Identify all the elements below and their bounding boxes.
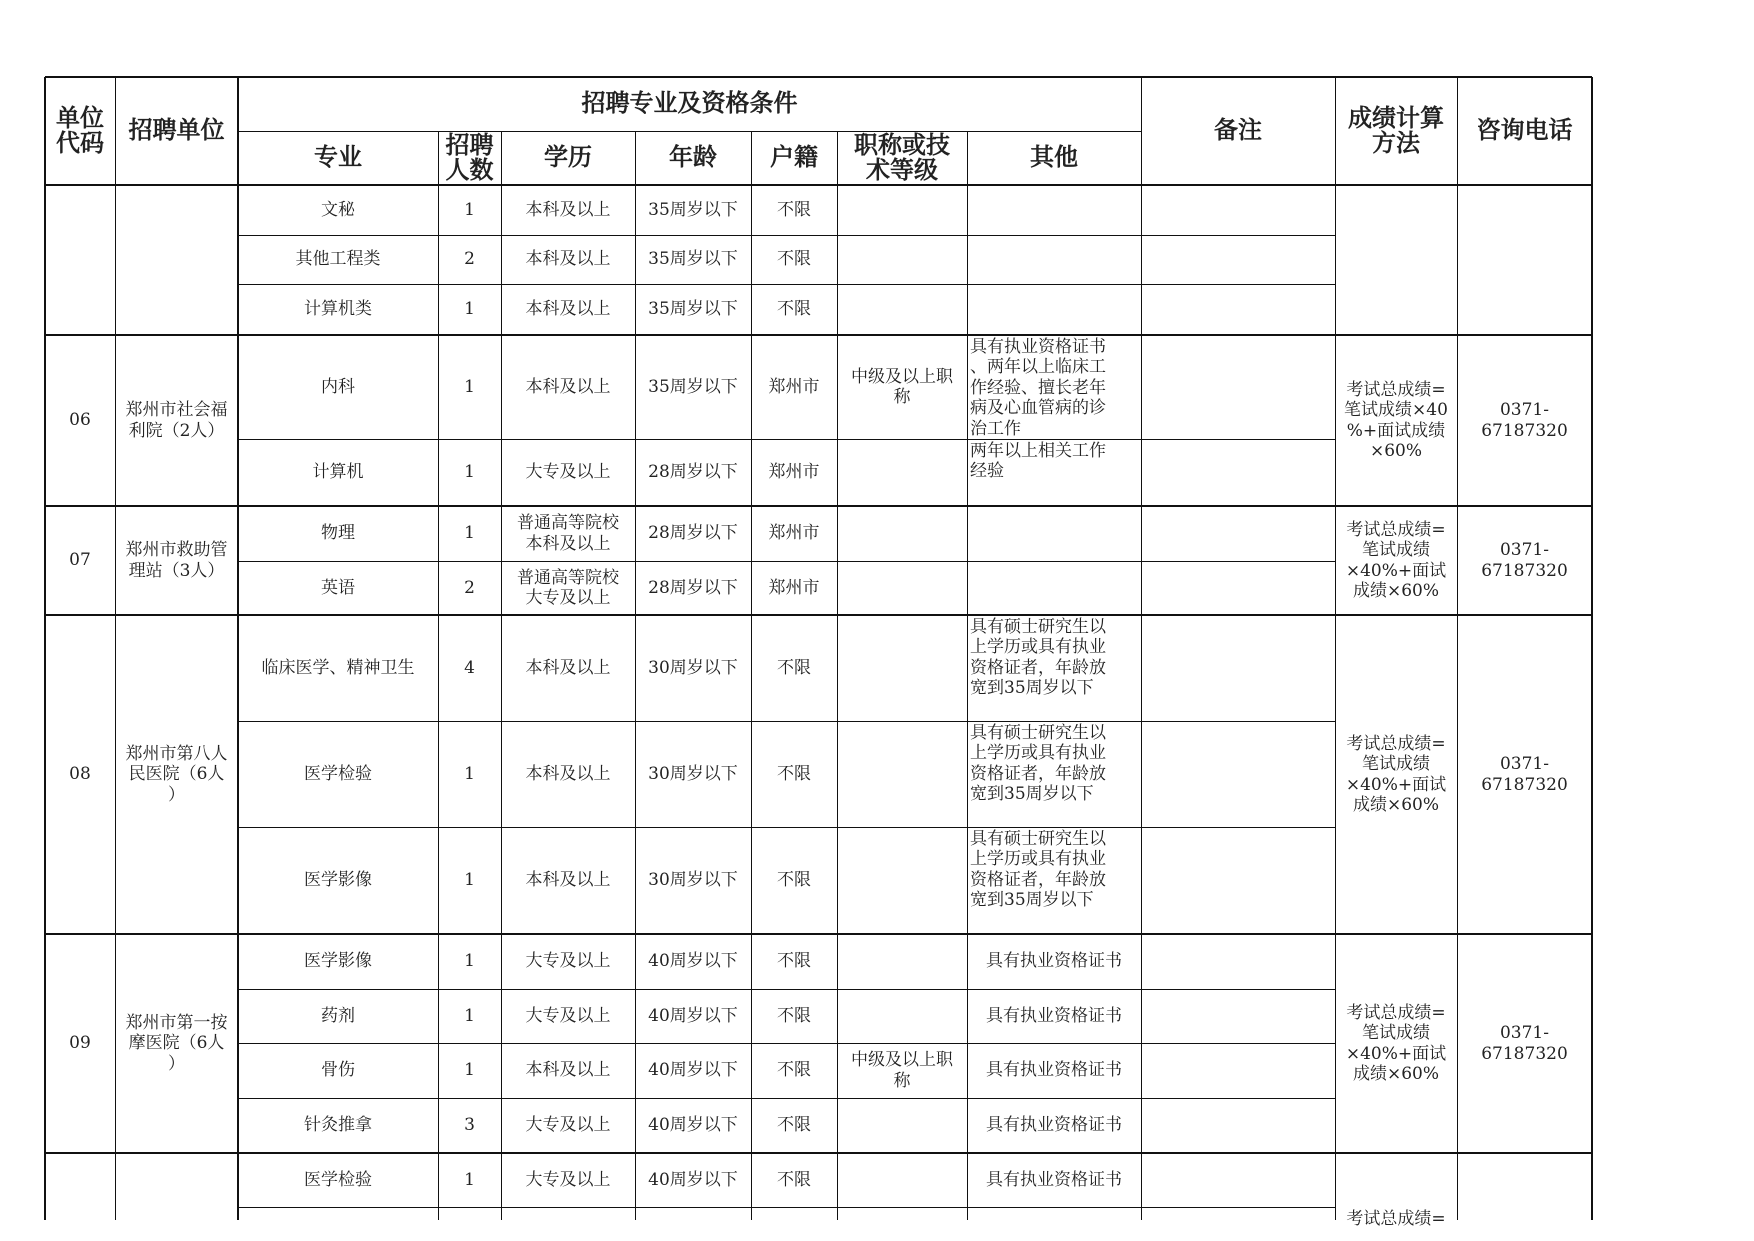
score-method-cell: 考试总成绩= — [1346, 1209, 1446, 1229]
phone-cell: 0371-67187320 — [1481, 540, 1568, 581]
other-cell — [967, 506, 1141, 561]
age-cell: 30周岁以下 — [648, 763, 738, 784]
hukou-cell: 郑州市 — [768, 577, 820, 598]
hukou-cell: 不限 — [777, 657, 811, 678]
grid-line — [837, 131, 838, 1220]
edu-cell: 大专及以上 — [525, 1115, 611, 1136]
major-cell: 其他工程类 — [295, 249, 381, 270]
unit-code-cell: 06 — [69, 410, 91, 431]
other-cell: 具有执业资格证书 — [986, 1060, 1122, 1081]
edu-cell: 本科及以上 — [525, 870, 611, 891]
title-cell — [837, 615, 967, 721]
grid-line — [1141, 77, 1142, 131]
count-cell: 3 — [464, 1115, 475, 1136]
title-cell — [837, 1098, 967, 1153]
title-cell — [837, 284, 967, 335]
title-cell: 中级及以上职 称 — [851, 366, 953, 407]
age-cell: 40周岁以下 — [648, 951, 738, 972]
grid-line — [44, 77, 46, 1220]
age-cell: 28周岁以下 — [648, 577, 738, 598]
note-cell — [1141, 989, 1335, 1043]
count-cell: 1 — [464, 376, 475, 397]
grid-line — [967, 131, 968, 1220]
note-cell — [1141, 335, 1335, 439]
count-cell: 1 — [464, 951, 475, 972]
major-cell: 计算机 — [312, 462, 364, 483]
grid-line — [115, 77, 116, 1220]
hukou-cell: 不限 — [777, 763, 811, 784]
other-cell — [967, 561, 1141, 615]
hukou-cell: 不限 — [777, 951, 811, 972]
count-cell: 1 — [464, 523, 475, 544]
age-cell: 40周岁以下 — [648, 1169, 738, 1190]
note-cell — [1141, 1153, 1335, 1207]
age-cell: 35周岁以下 — [648, 376, 738, 397]
unit-code-cell: 07 — [69, 550, 91, 571]
unit-name-cell — [115, 185, 238, 335]
edu-cell: 大专及以上 — [525, 462, 611, 483]
other-cell: 具有硕士研究生以 上学历或具有执业 资格证者，年龄放 宽到35周岁以下 — [970, 829, 1106, 911]
hukou-cell: 郑州市 — [768, 376, 820, 397]
count-cell: 1 — [464, 299, 475, 320]
other-cell — [967, 284, 1141, 335]
age-cell: 40周岁以下 — [648, 1060, 738, 1081]
other-cell: 具有硕士研究生以 上学历或具有执业 资格证者，年龄放 宽到35周岁以下 — [970, 617, 1106, 699]
grid-line — [237, 77, 239, 1220]
other-cell: 具有执业资格证书 、两年以上临床工 作经验、擅长老年 病及心血管病的诊 治工作 — [970, 337, 1106, 439]
other-cell: 具有执业资格证书 — [986, 1005, 1122, 1026]
other-cell: 具有执业资格证书 — [986, 951, 1122, 972]
phone-cell: 0371-67187320 — [1481, 400, 1568, 441]
other-cell: 具有执业资格证书 — [986, 1169, 1122, 1190]
edu-cell: 本科及以上 — [525, 199, 611, 220]
title-cell — [837, 827, 967, 934]
grid-line — [1141, 131, 1142, 1220]
note-cell — [1141, 439, 1335, 506]
header-unit: 招聘单位 — [128, 116, 225, 145]
header-major: 专业 — [314, 143, 362, 172]
count-cell: 2 — [464, 577, 475, 598]
hukou-cell: 不限 — [777, 299, 811, 320]
count-cell: 1 — [464, 763, 475, 784]
hukou-cell: 郑州市 — [768, 523, 820, 544]
title-cell — [837, 185, 967, 235]
other-cell: 两年以上相关工作 经验 — [970, 441, 1106, 482]
title-cell: 中级及以上职 称 — [851, 1050, 953, 1091]
grid-line — [501, 131, 502, 1220]
recruitment-table — [45, 77, 1592, 1229]
age-cell: 30周岁以下 — [648, 657, 738, 678]
unit-name-cell: 郑州市第八人 民医院（6人 ） — [125, 743, 228, 805]
note-cell — [1141, 615, 1335, 721]
header-hukou: 户籍 — [770, 143, 818, 172]
unit-name-cell: 郑州市第一按 摩医院（6人 ） — [125, 1012, 228, 1074]
hukou-cell: 不限 — [777, 199, 811, 220]
note-cell — [1141, 506, 1335, 561]
grid-line — [1591, 77, 1593, 1220]
major-cell: 计算机类 — [304, 299, 372, 320]
grid-line — [238, 131, 1141, 132]
score-method-cell: 考试总成绩= 笔试成绩 ×40%+面试 成绩×60% — [1345, 1002, 1447, 1084]
major-cell: 文秘 — [321, 199, 355, 220]
count-cell: 1 — [464, 870, 475, 891]
major-cell: 内科 — [321, 376, 355, 397]
phone-cell — [1457, 1153, 1592, 1220]
phone-cell — [1457, 185, 1592, 335]
score-method-cell: 考试总成绩= 笔试成绩 ×40%+面试 成绩×60% — [1345, 733, 1447, 815]
header-unit-code: 单位 代码 — [56, 103, 104, 157]
score-method-cell: 考试总成绩= 笔试成绩 ×40%+面试 成绩×60% — [1345, 519, 1447, 601]
age-cell: 40周岁以下 — [648, 1005, 738, 1026]
title-cell — [837, 439, 967, 506]
major-cell: 医学影像 — [304, 951, 372, 972]
count-cell: 1 — [464, 462, 475, 483]
grid-line — [1335, 77, 1336, 1220]
age-cell: 30周岁以下 — [648, 870, 738, 891]
edu-cell: 普通高等院校 本科及以上 — [517, 513, 619, 554]
hukou-cell: 不限 — [777, 1060, 811, 1081]
edu-cell: 本科及以上 — [525, 299, 611, 320]
grid-line — [45, 184, 1592, 186]
note-cell — [1141, 284, 1335, 335]
edu-cell: 普通高等院校 大专及以上 — [517, 567, 619, 608]
unit-code-cell: 09 — [69, 1033, 91, 1054]
hukou-cell: 不限 — [777, 1115, 811, 1136]
major-cell: 医学影像 — [304, 870, 372, 891]
edu-cell: 本科及以上 — [525, 1060, 611, 1081]
phone-cell: 0371-67187320 — [1481, 1023, 1568, 1064]
hukou-cell: 不限 — [777, 1005, 811, 1026]
unit-code-cell — [45, 1153, 115, 1220]
hukou-cell: 不限 — [777, 870, 811, 891]
major-cell: 医学检验 — [304, 763, 372, 784]
note-cell — [1141, 934, 1335, 989]
major-cell: 物理 — [321, 523, 355, 544]
major-cell: 药剂 — [321, 1005, 355, 1026]
age-cell: 40周岁以下 — [648, 1115, 738, 1136]
hukou-cell: 郑州市 — [768, 462, 820, 483]
major-cell: 临床医学、精神卫生 — [261, 657, 415, 678]
edu-cell: 本科及以上 — [525, 376, 611, 397]
unit-name-cell: 郑州市救助管 理站（3人） — [125, 540, 228, 581]
count-cell: 1 — [464, 199, 475, 220]
header-count: 招聘 人数 — [445, 131, 494, 184]
other-cell: 具有硕士研究生以 上学历或具有执业 资格证者，年龄放 宽到35周岁以下 — [970, 723, 1106, 805]
grid-line — [45, 76, 1592, 78]
major-cell: 针灸推拿 — [304, 1115, 372, 1136]
note-cell — [1141, 1098, 1335, 1153]
unit-name-cell — [115, 1153, 238, 1220]
count-cell: 1 — [464, 1060, 475, 1081]
unit-code-cell: 08 — [69, 764, 91, 785]
title-cell — [837, 235, 967, 284]
title-cell — [837, 989, 967, 1043]
title-cell — [837, 1153, 967, 1207]
grid-line — [238, 1207, 1335, 1208]
count-cell: 1 — [464, 1005, 475, 1026]
hukou-cell: 不限 — [777, 1169, 811, 1190]
other-cell — [967, 185, 1141, 235]
major-cell: 骨伤 — [321, 1060, 355, 1081]
note-cell — [1141, 561, 1335, 615]
age-cell: 28周岁以下 — [648, 462, 738, 483]
count-cell: 1 — [464, 1169, 475, 1190]
score-method-cell — [1335, 185, 1457, 335]
header-other: 其他 — [1030, 143, 1078, 172]
unit-code-cell — [45, 185, 115, 335]
header-phone: 咨询电话 — [1476, 116, 1573, 145]
age-cell: 35周岁以下 — [648, 199, 738, 220]
other-cell: 具有执业资格证书 — [986, 1115, 1122, 1136]
header-score-method: 成绩计算 方法 — [1348, 103, 1444, 157]
header-requirements-group: 招聘专业及资格条件 — [581, 89, 798, 118]
edu-cell: 本科及以上 — [525, 249, 611, 270]
note-cell — [1141, 721, 1335, 827]
major-cell: 医学检验 — [304, 1169, 372, 1190]
edu-cell: 大专及以上 — [525, 951, 611, 972]
count-cell: 4 — [464, 657, 475, 678]
note-cell — [1141, 827, 1335, 934]
grid-line — [438, 131, 439, 1220]
header-note: 备注 — [1214, 116, 1262, 145]
phone-cell: 0371-67187320 — [1481, 754, 1568, 795]
age-cell: 35周岁以下 — [648, 299, 738, 320]
title-cell — [837, 506, 967, 561]
header-age: 年龄 — [669, 143, 717, 172]
age-cell: 28周岁以下 — [648, 523, 738, 544]
edu-cell: 大专及以上 — [525, 1005, 611, 1026]
grid-line — [635, 131, 636, 1220]
title-cell — [837, 561, 967, 615]
count-cell: 2 — [464, 249, 475, 270]
score-method-cell: 考试总成绩= 笔试成绩×40 %+面试成绩 ×60% — [1344, 379, 1448, 461]
unit-name-cell: 郑州市社会福 利院（2人） — [125, 400, 228, 441]
note-cell — [1141, 1043, 1335, 1098]
grid-line — [751, 131, 752, 1220]
header-title-level: 职称或技 术等级 — [854, 131, 950, 184]
other-cell — [967, 235, 1141, 284]
note-cell — [1141, 185, 1335, 235]
grid-line — [1457, 77, 1458, 1220]
title-cell — [837, 721, 967, 827]
note-cell — [1141, 235, 1335, 284]
header-education: 学历 — [544, 143, 592, 172]
hukou-cell: 不限 — [777, 249, 811, 270]
major-cell: 英语 — [321, 577, 355, 598]
age-cell: 35周岁以下 — [648, 249, 738, 270]
edu-cell: 本科及以上 — [525, 763, 611, 784]
edu-cell: 本科及以上 — [525, 657, 611, 678]
edu-cell: 大专及以上 — [525, 1169, 611, 1190]
title-cell — [837, 934, 967, 989]
